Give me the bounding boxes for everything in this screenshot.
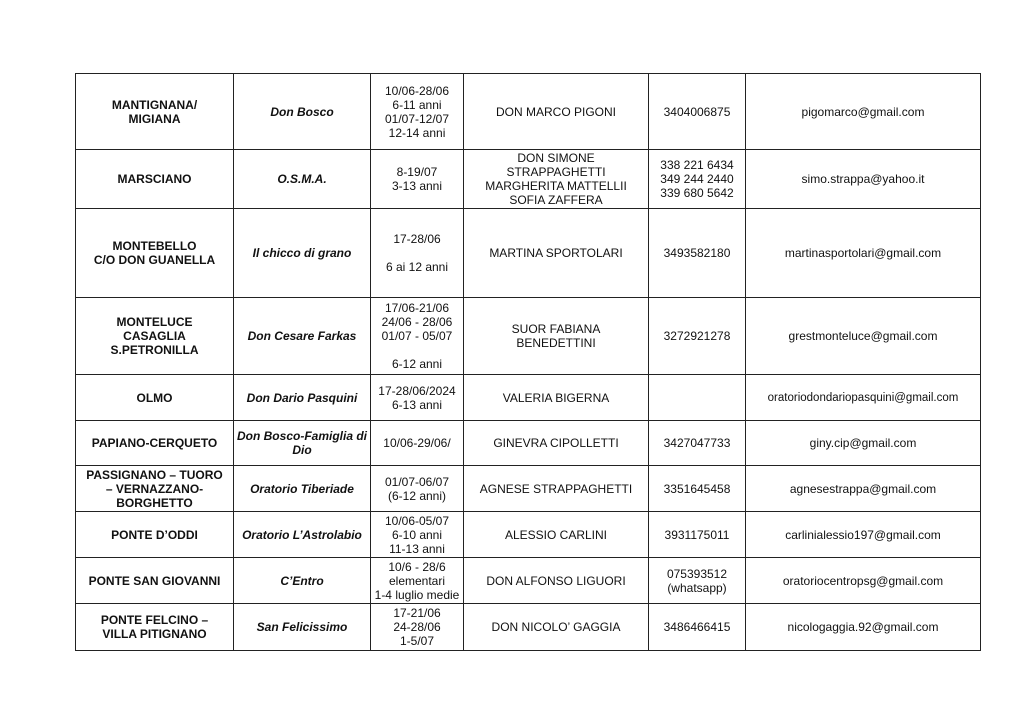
location-cell: OLMO <box>76 375 234 421</box>
dates-cell: 01/07-06/07 (6-12 anni) <box>371 466 464 512</box>
phone-cell: 3931175011 <box>649 512 746 558</box>
phone-cell: 3272921278 <box>649 298 746 375</box>
contact-cell: ALESSIO CARLINI <box>464 512 649 558</box>
table-row <box>76 298 981 375</box>
oratorio-name: Il chicco di grano <box>234 209 371 298</box>
oratorio-name: C’Entro <box>234 558 371 604</box>
table-row <box>76 558 981 604</box>
location-cell: PONTE D’ODDI <box>76 512 234 558</box>
oratorio-name: San Felicissimo <box>234 604 371 651</box>
oratori-table <box>75 73 981 651</box>
table-row <box>76 421 981 466</box>
contact-cell: SUOR FABIANA BENEDETTINI <box>464 298 649 375</box>
contact-cell: GINEVRA CIPOLLETTI <box>464 421 649 466</box>
contact-cell: MARTINA SPORTOLARI <box>464 209 649 298</box>
dates-cell: 8-19/07 3-13 anni <box>371 150 464 209</box>
contact-cell: AGNESE STRAPPAGHETTI <box>464 466 649 512</box>
dates-cell: 17-28/06 6 ai 12 anni <box>371 209 464 298</box>
contact-cell: VALERIA BIGERNA <box>464 375 649 421</box>
table-row <box>76 74 981 150</box>
dates-cell: 17-28/06/2024 6-13 anni <box>371 375 464 421</box>
location-cell: PONTE FELCINO – VILLA PITIGNANO <box>76 604 234 651</box>
contact-cell: DON NICOLO’ GAGGIA <box>464 604 649 651</box>
location-cell: MANTIGNANA/ MIGIANA <box>76 74 234 150</box>
oratorio-name: Don Bosco-Famiglia di Dio <box>234 421 371 466</box>
email-link[interactable]: grestmonteluce@gmail.com <box>746 298 981 375</box>
email-link[interactable]: pigomarco@gmail.com <box>746 74 981 150</box>
location-cell: PASSIGNANO – TUORO – VERNAZZANO- BORGHETTO <box>76 466 234 512</box>
phone-cell: 338 221 6434 349 244 2440 339 680 5642 <box>649 150 746 209</box>
oratorio-name: O.S.M.A. <box>234 150 371 209</box>
contact-cell: DON SIMONE STRAPPAGHETTI MARGHERITA MATTELLII SOFIA ZAFFERA <box>464 150 649 209</box>
dates-cell: 17/06-21/06 24/06 - 28/06 01/07 - 05/07 6-12 anni <box>371 298 464 375</box>
contact-cell: DON MARCO PIGONI <box>464 74 649 150</box>
email-link[interactable]: oratoriodondariopasquini@gmail.com <box>746 375 981 421</box>
dates-cell: 10/06-05/07 6-10 anni 11-13 anni <box>371 512 464 558</box>
oratorio-name: Oratorio L’Astrolabio <box>234 512 371 558</box>
phone-cell: 3486466415 <box>649 604 746 651</box>
phone-cell: 075393512 (whatsapp) <box>649 558 746 604</box>
table-row <box>76 150 981 209</box>
phone-cell: 3493582180 <box>649 209 746 298</box>
email-link[interactable]: oratoriocentropsg@gmail.com <box>746 558 981 604</box>
dates-cell: 10/6 - 28/6 elementari 1-4 luglio medie <box>371 558 464 604</box>
contact-cell: DON ALFONSO LIGUORI <box>464 558 649 604</box>
dates-cell: 17-21/06 24-28/06 1-5/07 <box>371 604 464 651</box>
location-cell: PAPIANO-CERQUETO <box>76 421 234 466</box>
oratorio-name: Don Bosco <box>234 74 371 150</box>
phone-cell: 3427047733 <box>649 421 746 466</box>
phone-cell <box>649 375 746 421</box>
email-link[interactable]: giny.cip@gmail.com <box>746 421 981 466</box>
table-row <box>76 512 981 558</box>
table-row <box>76 375 981 421</box>
table-body <box>76 74 981 651</box>
email-link[interactable]: simo.strappa@yahoo.it <box>746 150 981 209</box>
oratorio-name: Don Dario Pasquini <box>234 375 371 421</box>
oratorio-name: Oratorio Tiberiade <box>234 466 371 512</box>
table-row <box>76 209 981 298</box>
table-row <box>76 604 981 651</box>
location-cell: PONTE SAN GIOVANNI <box>76 558 234 604</box>
email-link[interactable]: agnesestrappa@gmail.com <box>746 466 981 512</box>
phone-cell: 3351645458 <box>649 466 746 512</box>
phone-cell: 3404006875 <box>649 74 746 150</box>
location-cell: MONTEBELLO C/O DON GUANELLA <box>76 209 234 298</box>
oratorio-name: Don Cesare Farkas <box>234 298 371 375</box>
location-cell: MONTELUCE CASAGLIA S.PETRONILLA <box>76 298 234 375</box>
location-cell: MARSCIANO <box>76 150 234 209</box>
dates-cell: 10/06-28/06 6-11 anni 01/07-12/07 12-14 anni <box>371 74 464 150</box>
email-link[interactable]: martinasportolari@gmail.com <box>746 209 981 298</box>
dates-cell: 10/06-29/06/ <box>371 421 464 466</box>
email-link[interactable]: carlinialessio197@gmail.com <box>746 512 981 558</box>
table-row <box>76 466 981 512</box>
email-link[interactable]: nicologaggia.92@gmail.com <box>746 604 981 651</box>
